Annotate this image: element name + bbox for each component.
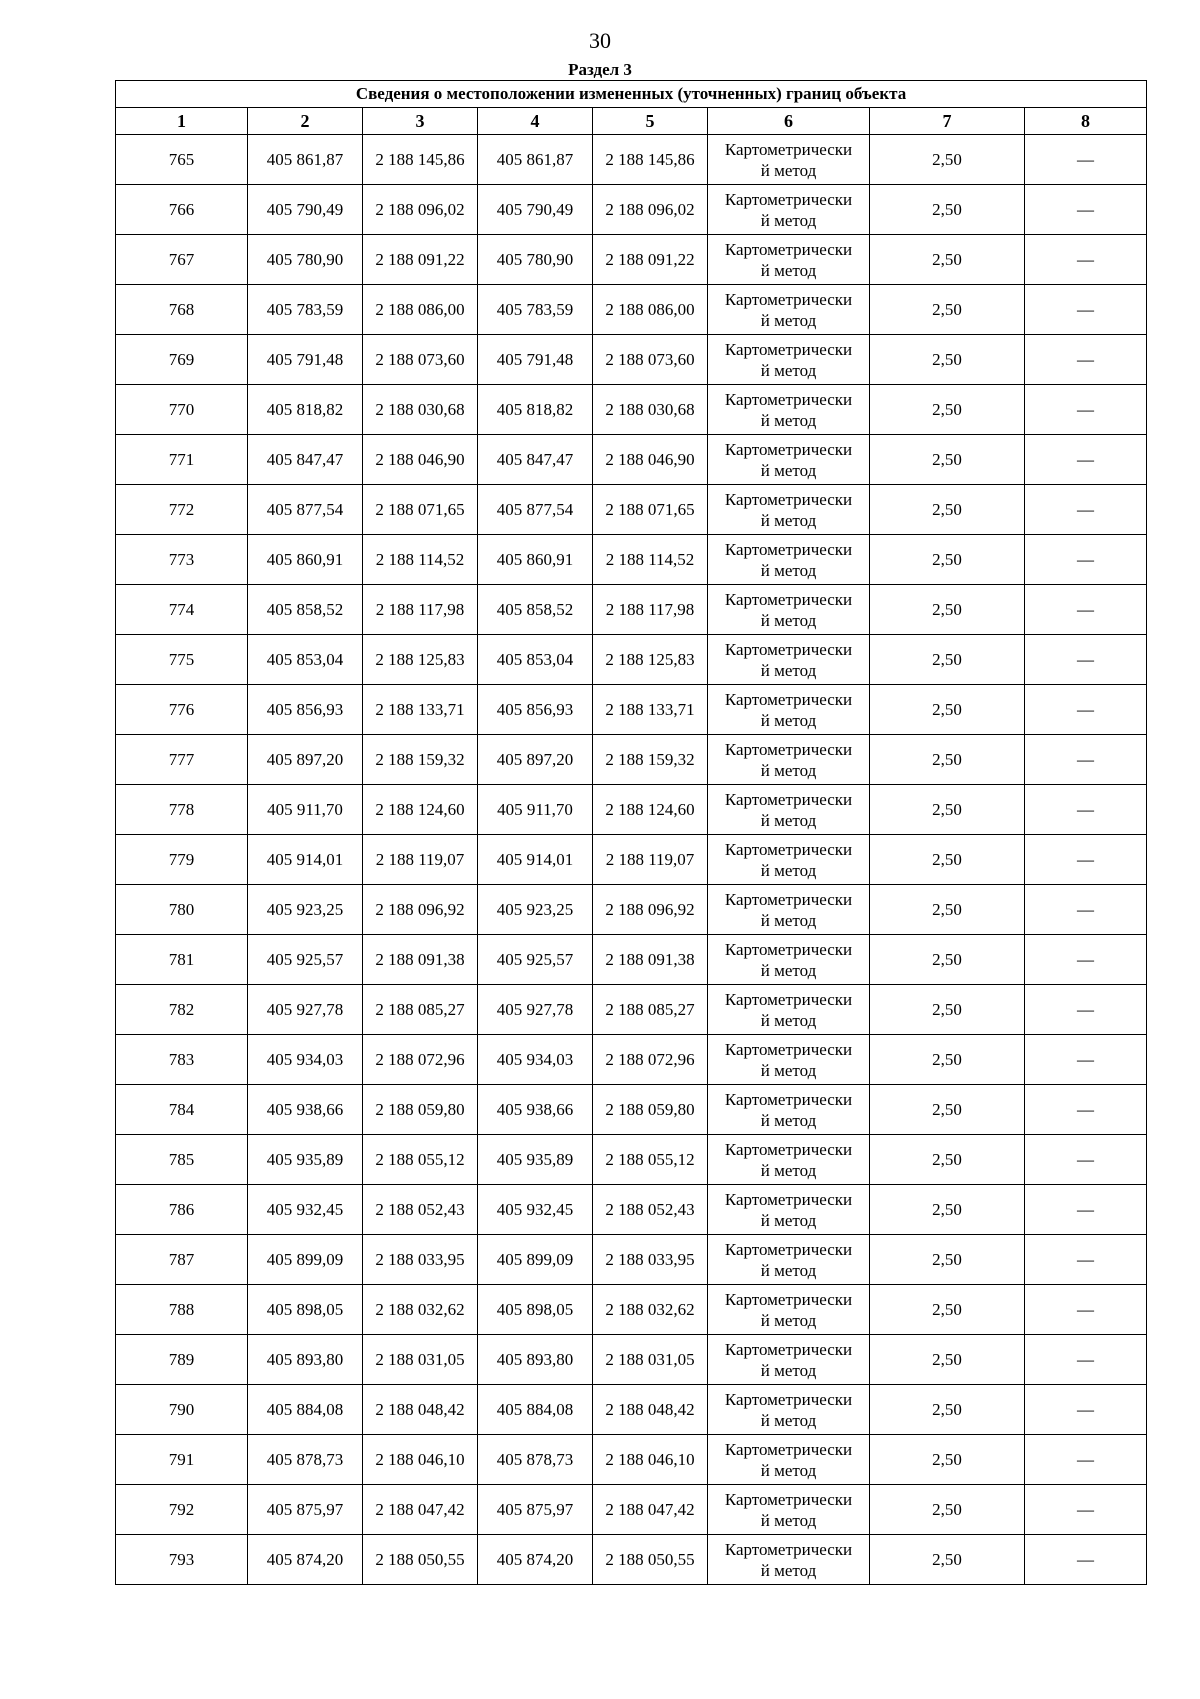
column-header: 7 (870, 108, 1025, 135)
table-row (116, 785, 1147, 835)
table-cell: 787 (116, 1235, 248, 1285)
table-row (116, 835, 1147, 885)
table-cell: — (1025, 1285, 1147, 1335)
table-cell: 405 911,70 (478, 785, 593, 835)
column-header: 3 (363, 108, 478, 135)
table-cell: — (1025, 385, 1147, 435)
table-cell: 2 188 033,95 (363, 1235, 478, 1285)
table-row (116, 285, 1147, 335)
column-header: 2 (248, 108, 363, 135)
table-cell: 2,50 (870, 485, 1025, 535)
table-cell: 2,50 (870, 335, 1025, 385)
table-cell: 2,50 (870, 785, 1025, 835)
column-header: 8 (1025, 108, 1147, 135)
table-row (116, 1135, 1147, 1185)
table-cell: 405 897,20 (248, 735, 363, 785)
table-cell: 779 (116, 835, 248, 885)
table-cell: Картометрически й метод (708, 1385, 870, 1435)
table-cell: 405 874,20 (478, 1535, 593, 1585)
table-cell: 405 783,59 (478, 285, 593, 335)
table-cell: 2 188 032,62 (593, 1285, 708, 1335)
table-cell: 2 188 159,32 (363, 735, 478, 785)
table-cell: Картометрически й метод (708, 1085, 870, 1135)
table-cell: 2 188 125,83 (363, 635, 478, 685)
table-cell: Картометрически й метод (708, 835, 870, 885)
table-row (116, 1485, 1147, 1535)
table-cell: — (1025, 185, 1147, 235)
table-cell: 777 (116, 735, 248, 785)
table-cell: — (1025, 285, 1147, 335)
table-cell: 2,50 (870, 1135, 1025, 1185)
table-cell: 405 783,59 (248, 285, 363, 335)
table-cell: 405 938,66 (478, 1085, 593, 1135)
table-cell: 2,50 (870, 685, 1025, 735)
table-cell: — (1025, 1485, 1147, 1535)
table-cell: 2 188 052,43 (593, 1185, 708, 1235)
column-header: 6 (708, 108, 870, 135)
table-cell: — (1025, 635, 1147, 685)
table-cell: 789 (116, 1335, 248, 1385)
table-cell: 793 (116, 1535, 248, 1585)
table-cell: 772 (116, 485, 248, 535)
table-cell: 405 938,66 (248, 1085, 363, 1135)
table-cell: — (1025, 985, 1147, 1035)
table-cell: 2,50 (870, 585, 1025, 635)
table-cell: 2,50 (870, 985, 1025, 1035)
table-cell: 2 188 055,12 (593, 1135, 708, 1185)
table-cell: Картометрически й метод (708, 685, 870, 735)
table-row (116, 1535, 1147, 1585)
table-cell: 405 861,87 (478, 135, 593, 185)
table-cell: 2 188 046,10 (593, 1435, 708, 1485)
table-cell: Картометрически й метод (708, 735, 870, 785)
table-row (116, 1235, 1147, 1285)
table-cell: 2 188 114,52 (593, 535, 708, 585)
table-cell: Картометрически й метод (708, 635, 870, 685)
table-cell: 405 932,45 (478, 1185, 593, 1235)
table-cell: Картометрически й метод (708, 1535, 870, 1585)
table-cell: Картометрически й метод (708, 535, 870, 585)
table-cell: — (1025, 685, 1147, 735)
table-cell: 2 188 091,38 (593, 935, 708, 985)
table-cell: 405 877,54 (478, 485, 593, 535)
table-cell: 2,50 (870, 1285, 1025, 1335)
table-cell: 405 858,52 (478, 585, 593, 635)
table-cell: 2,50 (870, 285, 1025, 335)
table-body (116, 135, 1147, 1585)
table-cell: 405 884,08 (478, 1385, 593, 1435)
table-cell: 2,50 (870, 885, 1025, 935)
table-cell: 405 935,89 (248, 1135, 363, 1185)
table-cell: 2 188 073,60 (363, 335, 478, 385)
table-row (116, 335, 1147, 385)
table-cell: 2 188 124,60 (593, 785, 708, 835)
table-cell: — (1025, 435, 1147, 485)
table-cell: 2 188 091,22 (593, 235, 708, 285)
table-cell: 2 188 096,92 (363, 885, 478, 935)
table-cell: 2 188 091,22 (363, 235, 478, 285)
table-cell: 405 935,89 (478, 1135, 593, 1185)
table-row (116, 535, 1147, 585)
table-cell: Картометрически й метод (708, 885, 870, 935)
column-header-row (116, 108, 1147, 135)
table-cell: 791 (116, 1435, 248, 1485)
table-cell: 405 923,25 (478, 885, 593, 935)
table-cell: — (1025, 1535, 1147, 1585)
table-cell: Картометрически й метод (708, 485, 870, 535)
table-cell: 405 927,78 (248, 985, 363, 1035)
table-cell: 2 188 124,60 (363, 785, 478, 835)
table-cell: 776 (116, 685, 248, 735)
table-cell: 405 790,49 (478, 185, 593, 235)
table-cell: Картометрически й метод (708, 1185, 870, 1235)
table-cell: 405 911,70 (248, 785, 363, 835)
table-cell: 2 188 085,27 (593, 985, 708, 1035)
column-header: 5 (593, 108, 708, 135)
table-cell: 405 853,04 (478, 635, 593, 685)
table-row (116, 1285, 1147, 1335)
table-cell: 2 188 048,42 (363, 1385, 478, 1435)
table-cell: 2,50 (870, 1385, 1025, 1435)
table-row (116, 685, 1147, 735)
table-cell: 405 914,01 (248, 835, 363, 885)
table-cell: 405 818,82 (248, 385, 363, 435)
table-cell: 2,50 (870, 635, 1025, 685)
table-cell: Картометрически й метод (708, 1485, 870, 1535)
table-title: Сведения о местоположении измененных (уточненных) границ объекта (116, 81, 1147, 108)
table-cell: 2 188 071,65 (593, 485, 708, 535)
table-cell: 2 188 047,42 (363, 1485, 478, 1535)
table-cell: 405 897,20 (478, 735, 593, 785)
table-cell: 2 188 033,95 (593, 1235, 708, 1285)
table-cell: 405 847,47 (248, 435, 363, 485)
table-cell: 2 188 032,62 (363, 1285, 478, 1335)
table-cell: 2 188 117,98 (363, 585, 478, 635)
table-cell: 790 (116, 1385, 248, 1435)
table-cell: 2 188 047,42 (593, 1485, 708, 1535)
table-title-row (116, 81, 1147, 108)
table-cell: 770 (116, 385, 248, 435)
table-cell: 782 (116, 985, 248, 1035)
table-cell: 405 927,78 (478, 985, 593, 1035)
table-cell: — (1025, 135, 1147, 185)
table-cell: 2,50 (870, 1185, 1025, 1235)
table-cell: Картометрически й метод (708, 135, 870, 185)
table-cell: — (1025, 335, 1147, 385)
table-cell: — (1025, 835, 1147, 885)
table-cell: 2 188 085,27 (363, 985, 478, 1035)
table-cell: 405 878,73 (478, 1435, 593, 1485)
table-row (116, 885, 1147, 935)
table-cell: Картометрически й метод (708, 285, 870, 335)
table-cell: 2 188 046,10 (363, 1435, 478, 1485)
table-row (116, 135, 1147, 185)
table-cell: 2,50 (870, 935, 1025, 985)
table-cell: 2 188 145,86 (363, 135, 478, 185)
table-cell: Картометрически й метод (708, 335, 870, 385)
table-cell: 2,50 (870, 735, 1025, 785)
table-cell: — (1025, 1085, 1147, 1135)
column-header: 1 (116, 108, 248, 135)
table-cell: 2 188 133,71 (363, 685, 478, 735)
table-cell: 765 (116, 135, 248, 185)
table-cell: 784 (116, 1085, 248, 1135)
table-cell: 2,50 (870, 385, 1025, 435)
table-cell: Картометрически й метод (708, 935, 870, 985)
table-cell: 405 878,73 (248, 1435, 363, 1485)
table-cell: 2,50 (870, 1535, 1025, 1585)
table-cell: 405 858,52 (248, 585, 363, 635)
table-cell: 783 (116, 1035, 248, 1085)
table-cell: 405 861,87 (248, 135, 363, 185)
table-cell: 2 188 145,86 (593, 135, 708, 185)
table-cell: 2,50 (870, 185, 1025, 235)
table-cell: Картометрически й метод (708, 985, 870, 1035)
table-cell: 768 (116, 285, 248, 335)
table-cell: 2 188 117,98 (593, 585, 708, 635)
table-cell: 774 (116, 585, 248, 635)
table-cell: Картометрически й метод (708, 185, 870, 235)
table-cell: — (1025, 585, 1147, 635)
table-cell: 2 188 055,12 (363, 1135, 478, 1185)
table-cell: 405 932,45 (248, 1185, 363, 1235)
table-row (116, 235, 1147, 285)
table-cell: 405 790,49 (248, 185, 363, 235)
table-cell: Картометрически й метод (708, 1335, 870, 1385)
table-row (116, 1335, 1147, 1385)
table-cell: 405 780,90 (478, 235, 593, 285)
table-cell: 405 853,04 (248, 635, 363, 685)
table-cell: 2,50 (870, 135, 1025, 185)
table-cell: 405 899,09 (248, 1235, 363, 1285)
table-cell: — (1025, 1335, 1147, 1385)
table-cell: 2 188 096,02 (593, 185, 708, 235)
table-cell: — (1025, 785, 1147, 835)
table-cell: Картометрически й метод (708, 435, 870, 485)
table-cell: Картометрически й метод (708, 235, 870, 285)
table-row (116, 1435, 1147, 1485)
table-cell: 405 934,03 (248, 1035, 363, 1085)
table-cell: 2 188 091,38 (363, 935, 478, 985)
table-cell: 780 (116, 885, 248, 935)
table-cell: 405 856,93 (248, 685, 363, 735)
table-cell: 769 (116, 335, 248, 385)
table-cell: 2 188 072,96 (363, 1035, 478, 1085)
table-cell: 2 188 086,00 (363, 285, 478, 335)
table-cell: — (1025, 235, 1147, 285)
table-cell: 2 188 046,90 (593, 435, 708, 485)
table-cell: 792 (116, 1485, 248, 1535)
table-cell: — (1025, 935, 1147, 985)
table-cell: — (1025, 1135, 1147, 1185)
section-label: Раздел 3 (568, 60, 632, 79)
table-cell: 405 875,97 (248, 1485, 363, 1535)
table-cell: 2,50 (870, 1435, 1025, 1485)
table-cell: 405 899,09 (478, 1235, 593, 1285)
table-cell: — (1025, 485, 1147, 535)
table-cell: 405 780,90 (248, 235, 363, 285)
table-cell: 405 791,48 (248, 335, 363, 385)
table-cell: 2,50 (870, 435, 1025, 485)
table-cell: 2 188 059,80 (593, 1085, 708, 1135)
table-cell: 785 (116, 1135, 248, 1185)
boundary-table (115, 80, 1147, 1585)
table-cell: 2 188 048,42 (593, 1385, 708, 1435)
table-cell: 767 (116, 235, 248, 285)
table-cell: 2 188 072,96 (593, 1035, 708, 1085)
table-cell: — (1025, 735, 1147, 785)
table-cell: 775 (116, 635, 248, 685)
table-cell: 2,50 (870, 1335, 1025, 1385)
table-row (116, 1035, 1147, 1085)
table-cell: 2,50 (870, 235, 1025, 285)
table-cell: — (1025, 885, 1147, 935)
table-cell: 2 188 030,68 (593, 385, 708, 435)
table-cell: 405 898,05 (248, 1285, 363, 1335)
table-cell: 2 188 030,68 (363, 385, 478, 435)
table-row (116, 1185, 1147, 1235)
table-cell: 2 188 046,90 (363, 435, 478, 485)
table-cell: 786 (116, 1185, 248, 1235)
table-cell: 405 893,80 (248, 1335, 363, 1385)
table-row (116, 585, 1147, 635)
table-cell: 2 188 031,05 (593, 1335, 708, 1385)
table-cell: — (1025, 1035, 1147, 1085)
table-row (116, 385, 1147, 435)
table-cell: 405 860,91 (478, 535, 593, 585)
table-cell: 2 188 050,55 (363, 1535, 478, 1585)
table-cell: 771 (116, 435, 248, 485)
table-cell: 405 934,03 (478, 1035, 593, 1085)
table-row (116, 1385, 1147, 1435)
table-row (116, 635, 1147, 685)
table-cell: — (1025, 1435, 1147, 1485)
table-cell: 778 (116, 785, 248, 835)
table-cell: 2,50 (870, 535, 1025, 585)
table-cell: 405 898,05 (478, 1285, 593, 1335)
table-cell: 405 874,20 (248, 1535, 363, 1585)
table-cell: 405 847,47 (478, 435, 593, 485)
table-cell: — (1025, 535, 1147, 585)
table-cell: 2 188 133,71 (593, 685, 708, 735)
table-row (116, 485, 1147, 535)
table-row (116, 735, 1147, 785)
table-cell: 2 188 059,80 (363, 1085, 478, 1135)
table-cell: 405 791,48 (478, 335, 593, 385)
table-cell: 2 188 073,60 (593, 335, 708, 385)
table-cell: 2 188 125,83 (593, 635, 708, 685)
table-cell: 766 (116, 185, 248, 235)
table-cell: 2,50 (870, 1035, 1025, 1085)
table-cell: 2 188 050,55 (593, 1535, 708, 1585)
table-cell: 405 884,08 (248, 1385, 363, 1435)
table-cell: — (1025, 1185, 1147, 1235)
table-cell: 2 188 096,92 (593, 885, 708, 935)
table-cell: 405 925,57 (248, 935, 363, 985)
table-cell: Картометрически й метод (708, 1285, 870, 1335)
table-cell: 405 923,25 (248, 885, 363, 935)
table-cell: Картометрически й метод (708, 1435, 870, 1485)
table-cell: Картометрически й метод (708, 1135, 870, 1185)
page-number: 30 (589, 28, 611, 53)
table-cell: 405 877,54 (248, 485, 363, 535)
table-cell: Картометрически й метод (708, 585, 870, 635)
table-cell: — (1025, 1235, 1147, 1285)
table-cell: 2,50 (870, 835, 1025, 885)
table-cell: — (1025, 1385, 1147, 1435)
table-row (116, 435, 1147, 485)
table-cell: 2 188 119,07 (363, 835, 478, 885)
table-cell: 2 188 159,32 (593, 735, 708, 785)
table-cell: 405 856,93 (478, 685, 593, 735)
table-cell: 2 188 086,00 (593, 285, 708, 335)
table-cell: 405 860,91 (248, 535, 363, 585)
table-row (116, 985, 1147, 1035)
table-cell: 2 188 114,52 (363, 535, 478, 585)
table-row (116, 185, 1147, 235)
table-cell: Картометрически й метод (708, 785, 870, 835)
table-cell: 2 188 071,65 (363, 485, 478, 535)
table-cell: 2,50 (870, 1085, 1025, 1135)
table-cell: 2 188 052,43 (363, 1185, 478, 1235)
table-cell: 781 (116, 935, 248, 985)
table-cell: 788 (116, 1285, 248, 1335)
table-row (116, 935, 1147, 985)
table-cell: 405 925,57 (478, 935, 593, 985)
table-cell: Картометрически й метод (708, 385, 870, 435)
table-cell: 2 188 119,07 (593, 835, 708, 885)
table-cell: 2 188 031,05 (363, 1335, 478, 1385)
table-cell: Картометрически й метод (708, 1035, 870, 1085)
table-cell: 2,50 (870, 1485, 1025, 1535)
table-cell: 773 (116, 535, 248, 585)
table-cell: Картометрически й метод (708, 1235, 870, 1285)
table-cell: 405 914,01 (478, 835, 593, 885)
table-cell: 405 818,82 (478, 385, 593, 435)
table-cell: 2,50 (870, 1235, 1025, 1285)
table-cell: 405 893,80 (478, 1335, 593, 1385)
column-header: 4 (478, 108, 593, 135)
table-cell: 2 188 096,02 (363, 185, 478, 235)
table-cell: 405 875,97 (478, 1485, 593, 1535)
table-row (116, 1085, 1147, 1135)
